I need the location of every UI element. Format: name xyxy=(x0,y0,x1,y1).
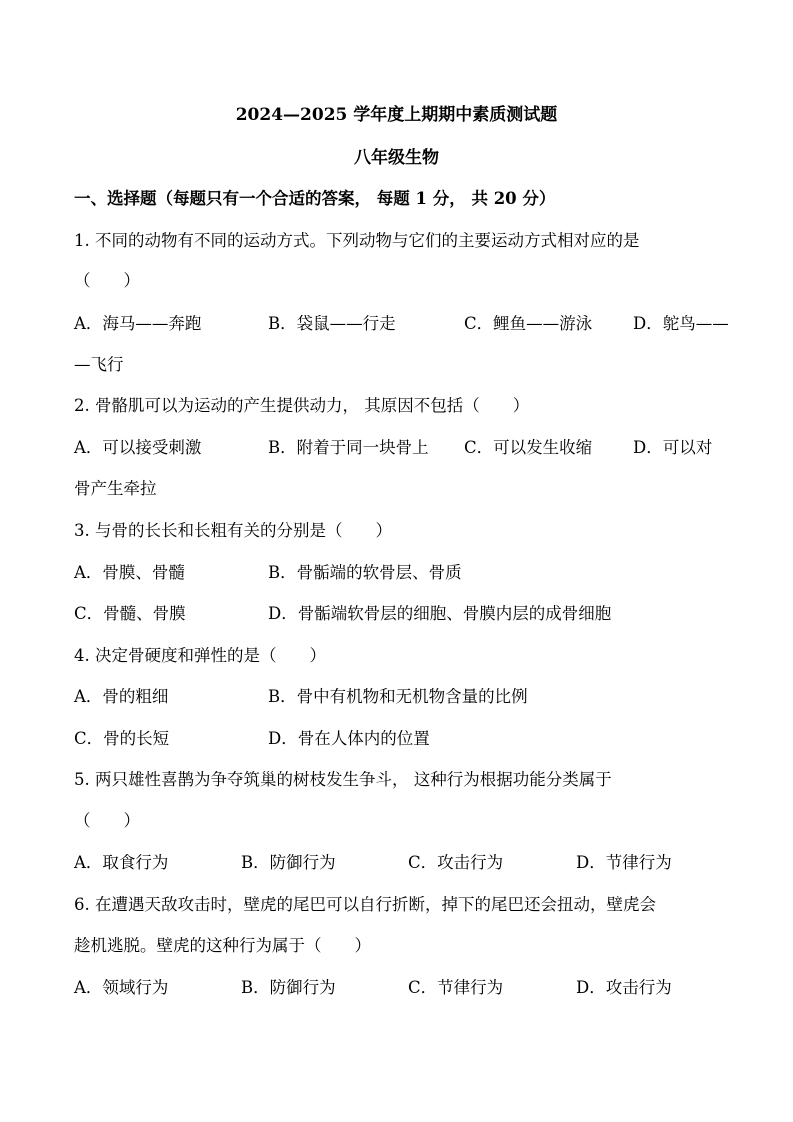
question-2-option-a: A．可以接受刺激 xyxy=(74,438,202,457)
question-6-option-b: B．防御行为 xyxy=(241,978,336,997)
question-3-option-d: D．骨骺端软骨层的细胞、骨膜内层的成骨细胞 xyxy=(268,604,612,623)
exam-subject: 八年级生物 xyxy=(354,148,439,168)
question-5-option-a: A．取食行为 xyxy=(74,853,169,872)
question-2-option-d: D．可以对 xyxy=(633,438,713,457)
question-1-option-a: A．海马——奔跑 xyxy=(74,314,202,333)
question-4-option-d: D．骨在人体内的位置 xyxy=(268,729,430,748)
question-4-option-b: B．骨中有机物和无机物含量的比例 xyxy=(268,687,528,706)
question-3-option-b: B．骨骺端的软骨层、骨质 xyxy=(268,563,462,582)
question-5-option-d: D．节律行为 xyxy=(576,853,672,872)
question-2-option-c: C．可以发生收缩 xyxy=(464,438,593,457)
question-2-option-b: B．附着于同一块骨上 xyxy=(268,438,429,457)
question-5-option-b: B．防御行为 xyxy=(241,853,336,872)
exam-title: 2024—2025 学年度上期期中素质测试题 xyxy=(235,105,558,125)
question-1-stem: 1. 不同的动物有不同的运动方式。下列动物与它们的主要运动方式相对应的是 xyxy=(74,231,640,250)
question-1-option-d: D．鸵鸟—— xyxy=(633,314,729,333)
question-5-stem: 5. 两只雄性喜鹊为争夺筑巢的树枝发生争斗， 这种行为根据功能分类属于 xyxy=(74,770,612,789)
question-3-stem: 3. 与骨的长长和长粗有关的分别是（ ） xyxy=(74,521,392,540)
question-5-option-c: C．攻击行为 xyxy=(408,853,504,872)
question-1-answer-blank: （ ） xyxy=(74,271,140,290)
question-3-option-c: C．骨髓、骨膜 xyxy=(74,604,186,623)
question-1-option-d-continued: —飞行 xyxy=(74,355,124,374)
question-6-stem-continued: 趁机逃脱。壁虎的这种行为属于（ ） xyxy=(74,936,371,955)
question-4-option-a: A．骨的粗细 xyxy=(74,687,169,706)
question-5-answer-blank: （ ） xyxy=(74,811,140,830)
question-6-option-a: A．领域行为 xyxy=(74,978,169,997)
question-1-option-c: C．鲤鱼——游泳 xyxy=(464,314,593,333)
question-6-stem: 6. 在遭遇天敌攻击时，壁虎的尾巴可以自行折断，掉下的尾巴还会扭动，壁虎会 xyxy=(74,895,656,914)
question-2-option-d-continued: 骨产生牵拉 xyxy=(74,479,157,498)
question-4-option-c: C．骨的长短 xyxy=(74,729,170,748)
question-6-option-c: C．节律行为 xyxy=(408,978,504,997)
question-3-option-a: A．骨膜、骨髓 xyxy=(74,563,185,582)
question-1-option-b: B．袋鼠——行走 xyxy=(268,314,396,333)
question-4-stem: 4. 决定骨硬度和弹性的是（ ） xyxy=(74,646,326,665)
question-6-option-d: D．攻击行为 xyxy=(576,978,672,997)
section-heading: 一、选择题（每题只有一个合适的答案， 每题 1 分， 共 20 分） xyxy=(74,189,556,208)
question-2-stem: 2. 骨骼肌可以为运动的产生提供动力， 其原因不包括（ ） xyxy=(74,396,530,415)
